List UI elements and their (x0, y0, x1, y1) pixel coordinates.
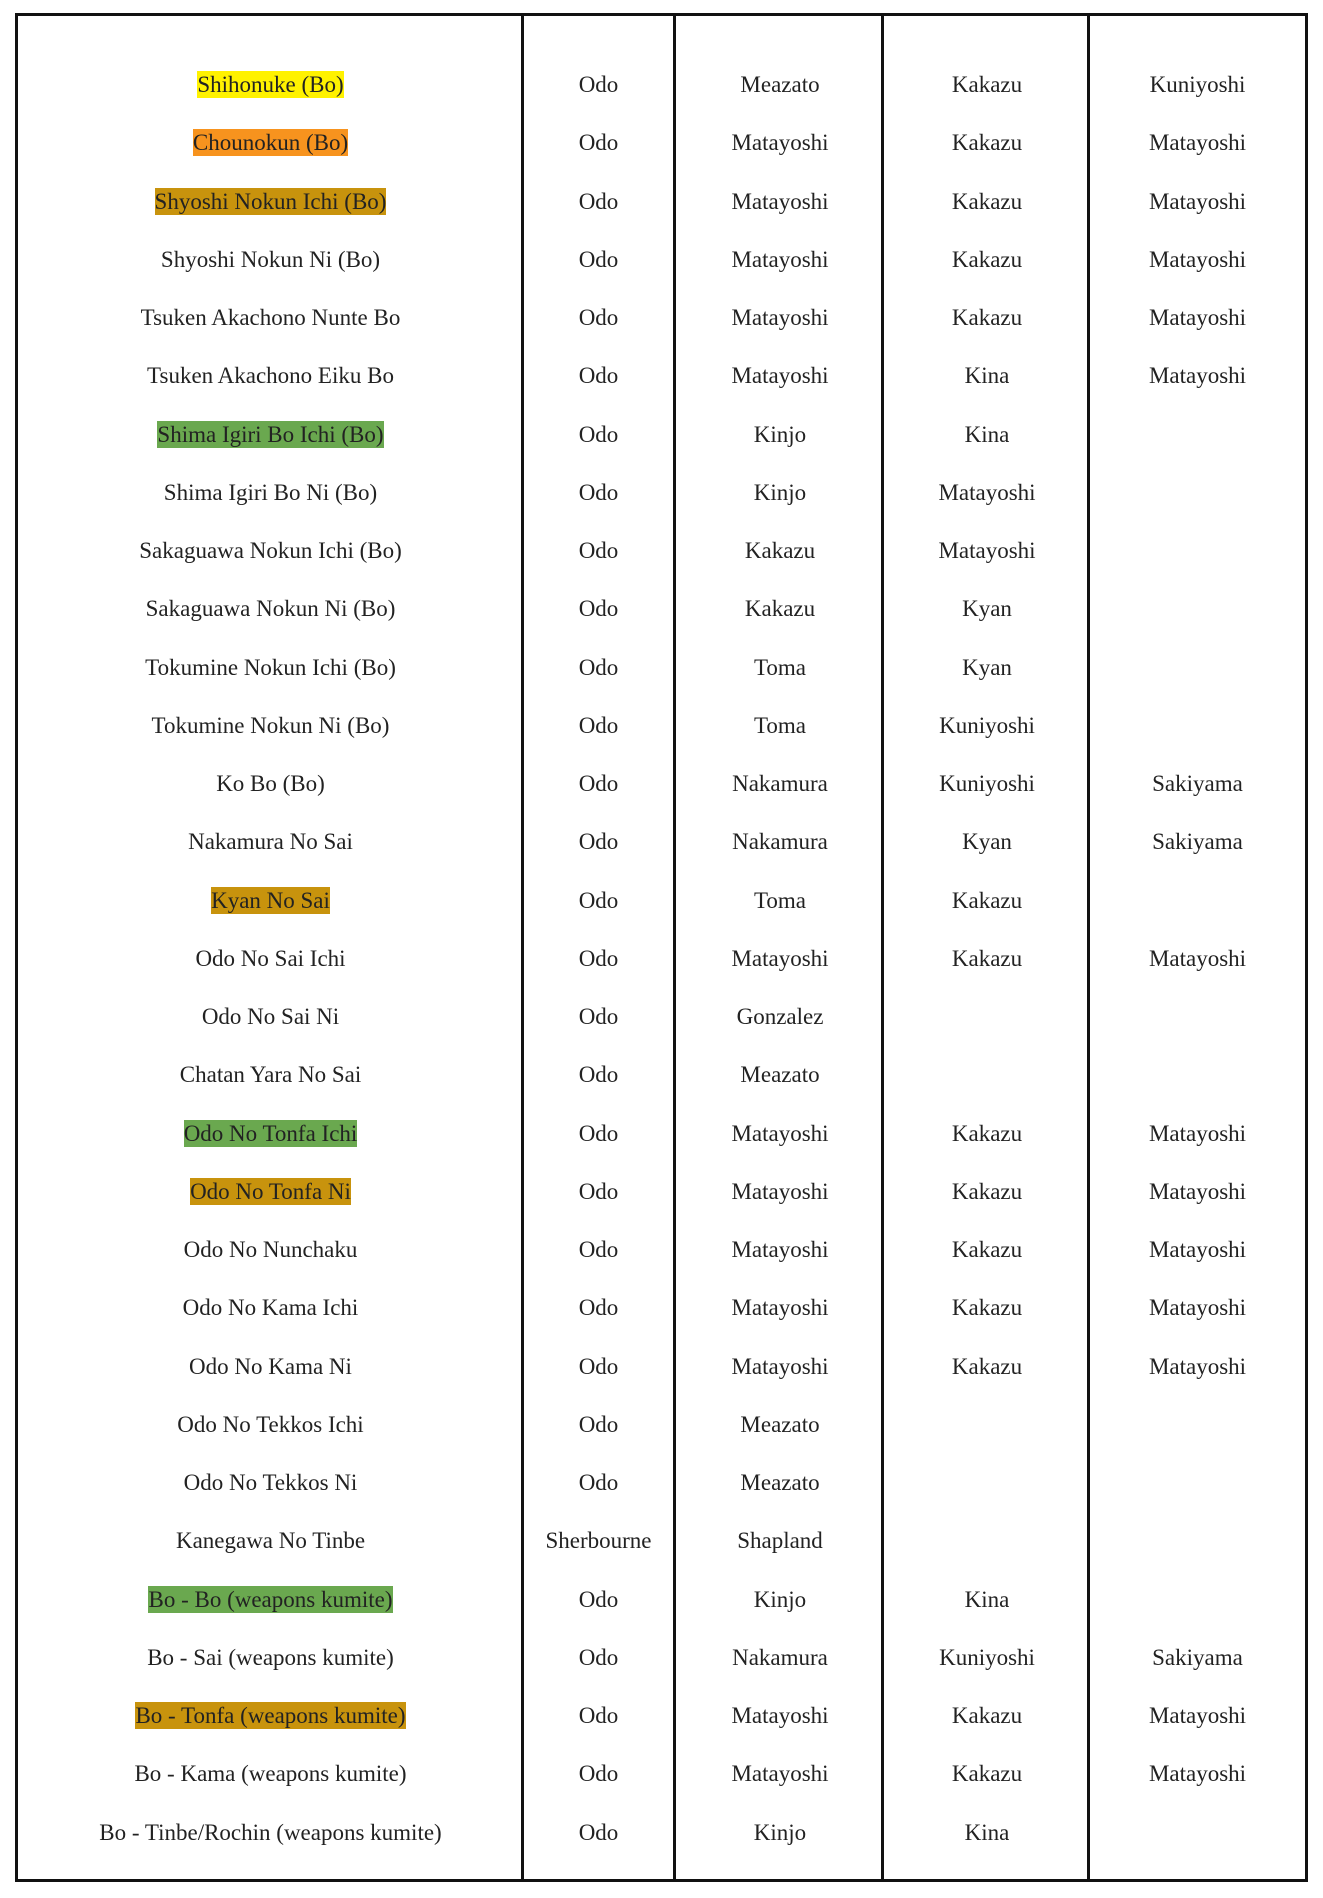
kata-name-cell (18, 1396, 521, 1454)
lineage-cell-2: Matayoshi (731, 188, 829, 214)
table-row (18, 755, 1305, 813)
lineage-cell-1: Odo (578, 596, 619, 622)
kata-name: Nakamura No Sai (188, 829, 353, 855)
lineage-cell-2: Matayoshi (731, 363, 829, 389)
lineage-cell-3: Kakazu (951, 887, 1023, 913)
kata-name: Sakaguawa Nokun Ichi (Bo) (139, 538, 402, 564)
table-row (18, 522, 1305, 580)
lineage-cell-4 (1090, 1046, 1305, 1104)
table-row (18, 1454, 1305, 1512)
kata-name-cell (18, 231, 521, 289)
lineage-cell-3: Kakazu (951, 305, 1023, 331)
kata-name: Chounokun (Bo) (192, 130, 349, 156)
kata-name-cell (18, 173, 521, 231)
kata-name-cell (18, 56, 521, 114)
kata-name: Bo - Kama (weapons kumite) (134, 1761, 407, 1787)
kata-name-cell (18, 464, 521, 522)
kata-name-cell (18, 347, 521, 405)
lineage-cell-2: Shapland (737, 1528, 823, 1554)
kata-name-cell (18, 114, 521, 172)
lineage-cell-4 (1090, 872, 1305, 930)
kata-name-cell (18, 1105, 521, 1163)
kata-name-cell (18, 406, 521, 464)
lineage-cell-2: Matayoshi (731, 1295, 829, 1321)
lineage-cell-2: Matayoshi (731, 1178, 829, 1204)
lineage-cell-1: Odo (578, 1178, 619, 1204)
kata-name: Shima Igiri Bo Ichi (Bo) (157, 421, 384, 447)
lineage-cell-3: Kakazu (951, 1353, 1023, 1379)
lineage-cell-2: Meazato (740, 72, 820, 98)
table-row (18, 173, 1305, 231)
kata-name-cell (18, 639, 521, 697)
kata-name-cell (18, 1629, 521, 1687)
lineage-cell-1: Odo (578, 829, 619, 855)
table-row (18, 639, 1305, 697)
lineage-cell-4: Matayoshi (1148, 188, 1247, 214)
kata-name: Odo No Sai Ni (201, 1004, 340, 1030)
kata-name-cell (18, 1687, 521, 1745)
table-row (18, 1629, 1305, 1687)
table-row (18, 347, 1305, 405)
kata-lineage-table (18, 56, 1305, 1862)
table-row (18, 872, 1305, 930)
lineage-cell-3: Matayoshi (938, 479, 1036, 505)
kata-name: Shyoshi Nokun Ni (Bo) (160, 246, 381, 272)
lineage-cell-3: Kakazu (951, 130, 1023, 156)
kata-name-cell (18, 1454, 521, 1512)
kata-name: Bo - Sai (weapons kumite) (147, 1644, 394, 1670)
kata-name: Shihonuke (Bo) (197, 72, 344, 98)
lineage-cell-3: Kina (964, 1586, 1010, 1612)
kata-name: Bo - Tinbe/Rochin (weapons kumite) (99, 1819, 442, 1845)
table-row (18, 114, 1305, 172)
lineage-cell-4: Matayoshi (1148, 1353, 1247, 1379)
lineage-cell-2: Toma (753, 887, 807, 913)
kata-name-cell (18, 988, 521, 1046)
lineage-cell-4: Matayoshi (1148, 363, 1247, 389)
lineage-cell-4: Sakiyama (1152, 771, 1243, 797)
kata-name-cell (18, 872, 521, 930)
table-row (18, 231, 1305, 289)
lineage-cell-3: Kyan (962, 654, 1012, 680)
lineage-cell-2: Nakamura (732, 829, 828, 855)
lineage-cell-3: Kakazu (951, 1237, 1023, 1263)
lineage-cell-4: Matayoshi (1148, 305, 1247, 331)
table-row (18, 1745, 1305, 1803)
lineage-cell-1: Odo (578, 1644, 619, 1670)
lineage-cell-2: Meazato (740, 1062, 820, 1088)
lineage-cell-3: Kuniyoshi (939, 712, 1035, 738)
lineage-cell-1: Odo (578, 246, 619, 272)
lineage-cell-3 (884, 1454, 1090, 1512)
lineage-cell-1: Odo (578, 887, 619, 913)
table-row (18, 930, 1305, 988)
lineage-cell-1: Odo (578, 1411, 619, 1437)
kata-name: Ko Bo (Bo) (216, 771, 325, 797)
lineage-cell-1: Odo (578, 188, 619, 214)
kata-name: Odo No Tonfa Ichi (183, 1120, 358, 1146)
lineage-cell-3: Kina (964, 363, 1010, 389)
lineage-cell-2: Kinjo (753, 479, 807, 505)
kata-name: Odo No Kama Ichi (182, 1295, 359, 1321)
lineage-cell-3: Kina (964, 1819, 1010, 1845)
kata-name: Odo No Tekkos Ichi (177, 1411, 364, 1437)
lineage-cell-3 (884, 988, 1090, 1046)
kata-name-cell (18, 1338, 521, 1396)
kata-name: Sakaguawa Nokun Ni (Bo) (145, 596, 396, 622)
lineage-cell-1: Odo (578, 1470, 619, 1496)
kata-name: Odo No Tonfa Ni (190, 1178, 351, 1204)
table-row (18, 1396, 1305, 1454)
lineage-cell-4: Matayoshi (1148, 130, 1247, 156)
lineage-cell-4: Matayoshi (1148, 1178, 1247, 1204)
lineage-cell-2: Toma (753, 712, 807, 738)
lineage-cell-4: Matayoshi (1148, 1120, 1247, 1146)
lineage-cell-1: Odo (578, 1120, 619, 1146)
lineage-cell-3: Kakazu (951, 1178, 1023, 1204)
lineage-cell-1: Odo (578, 130, 619, 156)
lineage-cell-2: Matayoshi (731, 945, 829, 971)
lineage-cell-4: Sakiyama (1152, 1644, 1243, 1670)
lineage-cell-3: Kakazu (951, 1120, 1023, 1146)
lineage-cell-2: Matayoshi (731, 1237, 829, 1263)
lineage-cell-4: Kuniyoshi (1149, 72, 1246, 98)
lineage-cell-3: Kakazu (951, 1761, 1023, 1787)
kata-name: Bo - Tonfa (weapons kumite) (135, 1703, 406, 1729)
lineage-cell-1: Odo (578, 363, 619, 389)
lineage-cell-1: Odo (578, 1703, 619, 1729)
lineage-cell-1: Odo (578, 1004, 619, 1030)
lineage-cell-1: Odo (578, 538, 619, 564)
table-row (18, 56, 1305, 114)
lineage-cell-3 (884, 1396, 1090, 1454)
kata-name-cell (18, 289, 521, 347)
lineage-cell-1: Odo (578, 771, 619, 797)
lineage-cell-3: Kakazu (951, 1703, 1023, 1729)
kata-name: Bo - Bo (weapons kumite) (148, 1586, 393, 1612)
kata-name: Shima Igiri Bo Ni (Bo) (163, 479, 378, 505)
lineage-cell-4 (1090, 464, 1305, 522)
lineage-cell-1: Odo (578, 654, 619, 680)
lineage-cell-1: Odo (578, 305, 619, 331)
lineage-cell-3: Kakazu (951, 246, 1023, 272)
lineage-cell-3: Kyan (962, 596, 1012, 622)
lineage-cell-2: Matayoshi (731, 1120, 829, 1146)
lineage-cell-4: Matayoshi (1148, 1237, 1247, 1263)
kata-name: Shyoshi Nokun Ichi (Bo) (154, 188, 387, 214)
lineage-cell-1: Odo (578, 479, 619, 505)
kata-name: Tokumine Nokun Ni (Bo) (151, 712, 390, 738)
lineage-cell-1: Odo (578, 1295, 619, 1321)
kata-name-cell (18, 755, 521, 813)
lineage-cell-2: Meazato (740, 1470, 820, 1496)
lineage-cell-2: Matayoshi (731, 1353, 829, 1379)
lineage-cell-1: Odo (578, 1062, 619, 1088)
table-row (18, 1338, 1305, 1396)
lineage-cell-1: Sherbourne (545, 1528, 652, 1554)
table-row (18, 1163, 1305, 1221)
lineage-cell-3: Kuniyoshi (939, 771, 1035, 797)
lineage-cell-1: Odo (578, 1353, 619, 1379)
lineage-cell-3: Kina (964, 421, 1010, 447)
lineage-cell-3 (884, 1512, 1090, 1570)
lineage-cell-1: Odo (578, 1586, 619, 1612)
lineage-cell-2: Matayoshi (731, 130, 829, 156)
kata-name: Tsuken Akachono Nunte Bo (140, 305, 401, 331)
table-row (18, 1105, 1305, 1163)
lineage-cell-3: Kakazu (951, 72, 1023, 98)
lineage-cell-2: Kinjo (753, 1819, 807, 1845)
table-row (18, 580, 1305, 638)
lineage-cell-3: Kakazu (951, 188, 1023, 214)
kata-name-cell (18, 1221, 521, 1279)
kata-name-cell (18, 1804, 521, 1862)
table-row (18, 1512, 1305, 1570)
table-row (18, 1221, 1305, 1279)
kata-name-cell (18, 1163, 521, 1221)
lineage-cell-1: Odo (578, 1819, 619, 1845)
lineage-cell-3 (884, 1046, 1090, 1104)
lineage-cell-4: Matayoshi (1148, 945, 1247, 971)
lineage-cell-1: Odo (578, 945, 619, 971)
table-row (18, 697, 1305, 755)
kata-name: Odo No Tekkos Ni (183, 1470, 358, 1496)
lineage-cell-4 (1090, 1571, 1305, 1629)
lineage-cell-4: Matayoshi (1148, 246, 1247, 272)
lineage-cell-4 (1090, 697, 1305, 755)
kata-name-cell (18, 522, 521, 580)
table-row (18, 1571, 1305, 1629)
lineage-cell-4 (1090, 1396, 1305, 1454)
kata-name-cell (18, 1745, 521, 1803)
table-row (18, 1279, 1305, 1337)
lineage-cell-4 (1090, 1512, 1305, 1570)
lineage-cell-2: Kakazu (744, 538, 816, 564)
lineage-cell-4 (1090, 580, 1305, 638)
kata-name-cell (18, 580, 521, 638)
lineage-cell-4 (1090, 1454, 1305, 1512)
kata-name-cell (18, 1571, 521, 1629)
lineage-cell-1: Odo (578, 1237, 619, 1263)
lineage-cell-1: Odo (578, 1761, 619, 1787)
lineage-cell-2: Matayoshi (731, 1703, 829, 1729)
table-row (18, 289, 1305, 347)
table-row (18, 988, 1305, 1046)
lineage-cell-3: Matayoshi (938, 538, 1036, 564)
lineage-cell-4: Matayoshi (1148, 1703, 1247, 1729)
lineage-cell-2: Matayoshi (731, 305, 829, 331)
lineage-cell-3: Kakazu (951, 945, 1023, 971)
kata-name-cell (18, 1512, 521, 1570)
table-row (18, 1687, 1305, 1745)
lineage-cell-2: Kinjo (753, 421, 807, 447)
kata-name: Odo No Kama Ni (189, 1353, 352, 1379)
table-row (18, 813, 1305, 871)
kata-name: Kyan No Sai (211, 887, 330, 913)
lineage-cell-2: Toma (753, 654, 807, 680)
lineage-cell-2: Nakamura (732, 771, 828, 797)
kata-name-cell (18, 930, 521, 988)
kata-name-cell (18, 1046, 521, 1104)
kata-name-cell (18, 813, 521, 871)
lineage-cell-4 (1090, 522, 1305, 580)
table-row (18, 1046, 1305, 1104)
table-row (18, 406, 1305, 464)
lineage-cell-2: Gonzalez (736, 1004, 824, 1030)
kata-name: Kanegawa No Tinbe (175, 1528, 366, 1554)
lineage-cell-4 (1090, 406, 1305, 464)
lineage-cell-3: Kuniyoshi (939, 1644, 1035, 1670)
lineage-cell-1: Odo (578, 712, 619, 738)
lineage-cell-2: Nakamura (732, 1644, 828, 1670)
kata-name: Odo No Nunchaku (183, 1237, 358, 1263)
lineage-cell-1: Odo (578, 421, 619, 447)
lineage-cell-4: Matayoshi (1148, 1295, 1247, 1321)
kata-name-cell (18, 1279, 521, 1337)
kata-name: Tsuken Akachono Eiku Bo (147, 363, 394, 389)
kata-name: Tokumine Nokun Ichi (Bo) (145, 654, 396, 680)
lineage-cell-2: Kinjo (753, 1586, 807, 1612)
kata-name: Odo No Sai Ichi (195, 945, 346, 971)
lineage-cell-4 (1090, 988, 1305, 1046)
table-row (18, 464, 1305, 522)
lineage-cell-2: Meazato (740, 1411, 820, 1437)
lineage-cell-1: Odo (578, 72, 619, 98)
lineage-cell-2: Matayoshi (731, 1761, 829, 1787)
table-frame (15, 13, 1308, 1882)
lineage-cell-4 (1090, 639, 1305, 697)
kata-name-cell (18, 697, 521, 755)
kata-table-body (18, 56, 1305, 1862)
lineage-cell-4 (1090, 1804, 1305, 1862)
table-row (18, 1804, 1305, 1862)
lineage-cell-3: Kyan (962, 829, 1012, 855)
lineage-cell-2: Matayoshi (731, 246, 829, 272)
lineage-cell-4: Sakiyama (1152, 829, 1243, 855)
lineage-cell-2: Kakazu (744, 596, 816, 622)
lineage-cell-3: Kakazu (951, 1295, 1023, 1321)
lineage-cell-4: Matayoshi (1148, 1761, 1247, 1787)
kata-name: Chatan Yara No Sai (179, 1062, 362, 1088)
